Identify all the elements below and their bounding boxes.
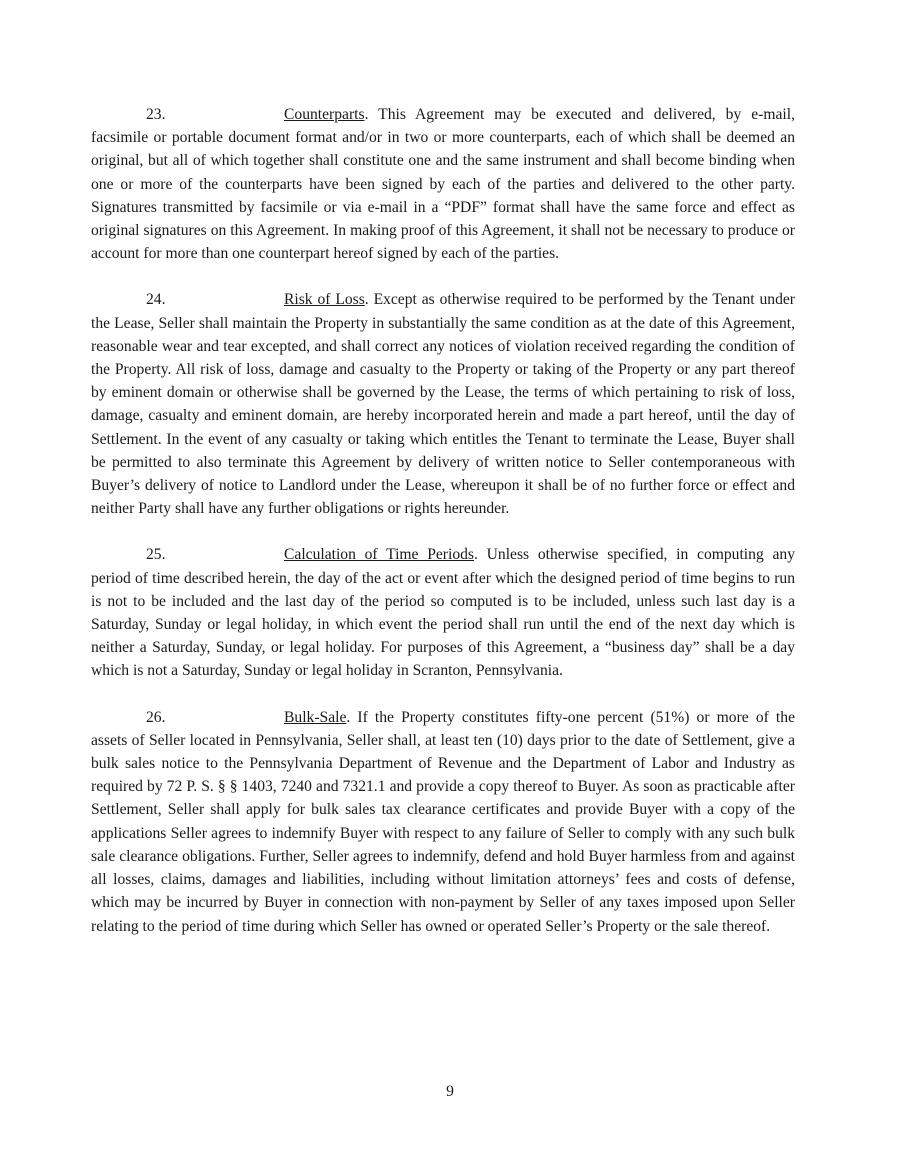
section-23 xyxy=(91,103,795,265)
section-heading: Risk of Loss xyxy=(284,291,365,309)
section-number: 25. xyxy=(146,546,166,564)
section-heading: Counterparts xyxy=(284,106,365,123)
section-number: 26. xyxy=(146,708,166,726)
section-25 xyxy=(91,543,795,682)
section-26 xyxy=(91,706,795,938)
section-number: 24. xyxy=(146,291,166,309)
section-24 xyxy=(91,288,795,520)
section-heading: Bulk-Sale xyxy=(284,708,347,726)
section-heading: Calculation of Time Periods xyxy=(284,546,474,564)
section-text: . Unless otherwise specified, in computing any period of time described herein, the day of the act or event after which the designed period of time begins to run is not to be included and the last day of the period so computed is to be included, unless such last day is a Saturday, Sunday or legal holiday, in which event the period shall run until the end of the next day which is neither a Saturday, Sunday, or legal holiday. For purposes of this Agreement, a “business day” shall be a day which is not a Saturday, Sunday or legal holiday in Scranton, Pennsylvania. xyxy=(91,546,796,680)
section-text: . This Agreement may be executed and delivered, by e-mail, facsimile or portable document format and/or in two or more counterparts, each of which shall be deemed an original, but all of which together shall constitute one and the same instrument and shall become binding when one or more of the counterparts have been signed by each of the parties and delivered to the other party. Signatures transmitted by facsimile or via e-mail in a “PDF” format shall have the same force and effect as original signatures on this Agreement. In making proof of this Agreement, it shall not be necessary to produce or account for more than one counterpart hereof signed by each of the parties. xyxy=(91,106,795,263)
document-body xyxy=(91,103,795,961)
section-text: . Except as otherwise required to be performed by the Tenant under the Lease, Seller shall maintain the Property in substantially the same condition as at the date of this Agreement, reasonable wear and tear excepted, and shall correct any notices of violation received regarding the condition of the Property. All risk of loss, damage and casualty to the Property or taking of the Property or any part thereof by eminent domain or otherwise shall be governed by the Lease, the terms of which pertaining to risk of loss, damage, casualty and eminent domain, are hereby incorporated herein and made a part hereof, until the day of Settlement. In the event of any casualty or taking which entitles the Tenant to terminate the Lease, Buyer shall be permitted to also terminate this Agreement by delivery of written notice to Seller contemporaneous with Buyer’s delivery of notice to Landlord under the Lease, whereupon it shall be of no further force or effect and neither Party shall have any further obligations or rights hereunder. xyxy=(91,291,795,518)
section-number: 23. xyxy=(146,106,166,123)
page-number: 9 xyxy=(446,1083,454,1100)
section-text: . If the Property constitutes fifty-one percent (51%) or more of the assets of Seller located in Pennsylvania, Seller shall, at least ten (10) days prior to the date of Settlement, give a bulk sales notice to the Pennsylvania Department of Revenue and the Department of Labor and Industry as required by 72 P. S. § § 1403, 7240 and 7321.1 and provide a copy thereof to Buyer. As soon as practicable after Settlement, Seller shall apply for bulk sales tax clearance certificates and provide Buyer with a copy of the applications Seller agrees to indemnify Buyer with respect to any failure of Seller to comply with any such bulk sale clearance obligations. Further, Seller agrees to indemnify, defend and hold Buyer harmless from and against all losses, claims, damages and liabilities, including without limitation attorneys’ fees and costs of defense, which may be incurred by Buyer in connection with non-payment by Seller of any taxes imposed upon Seller relating to the period of time during which Seller has owned or operated Seller’s Property or the sale thereof. xyxy=(91,708,795,935)
